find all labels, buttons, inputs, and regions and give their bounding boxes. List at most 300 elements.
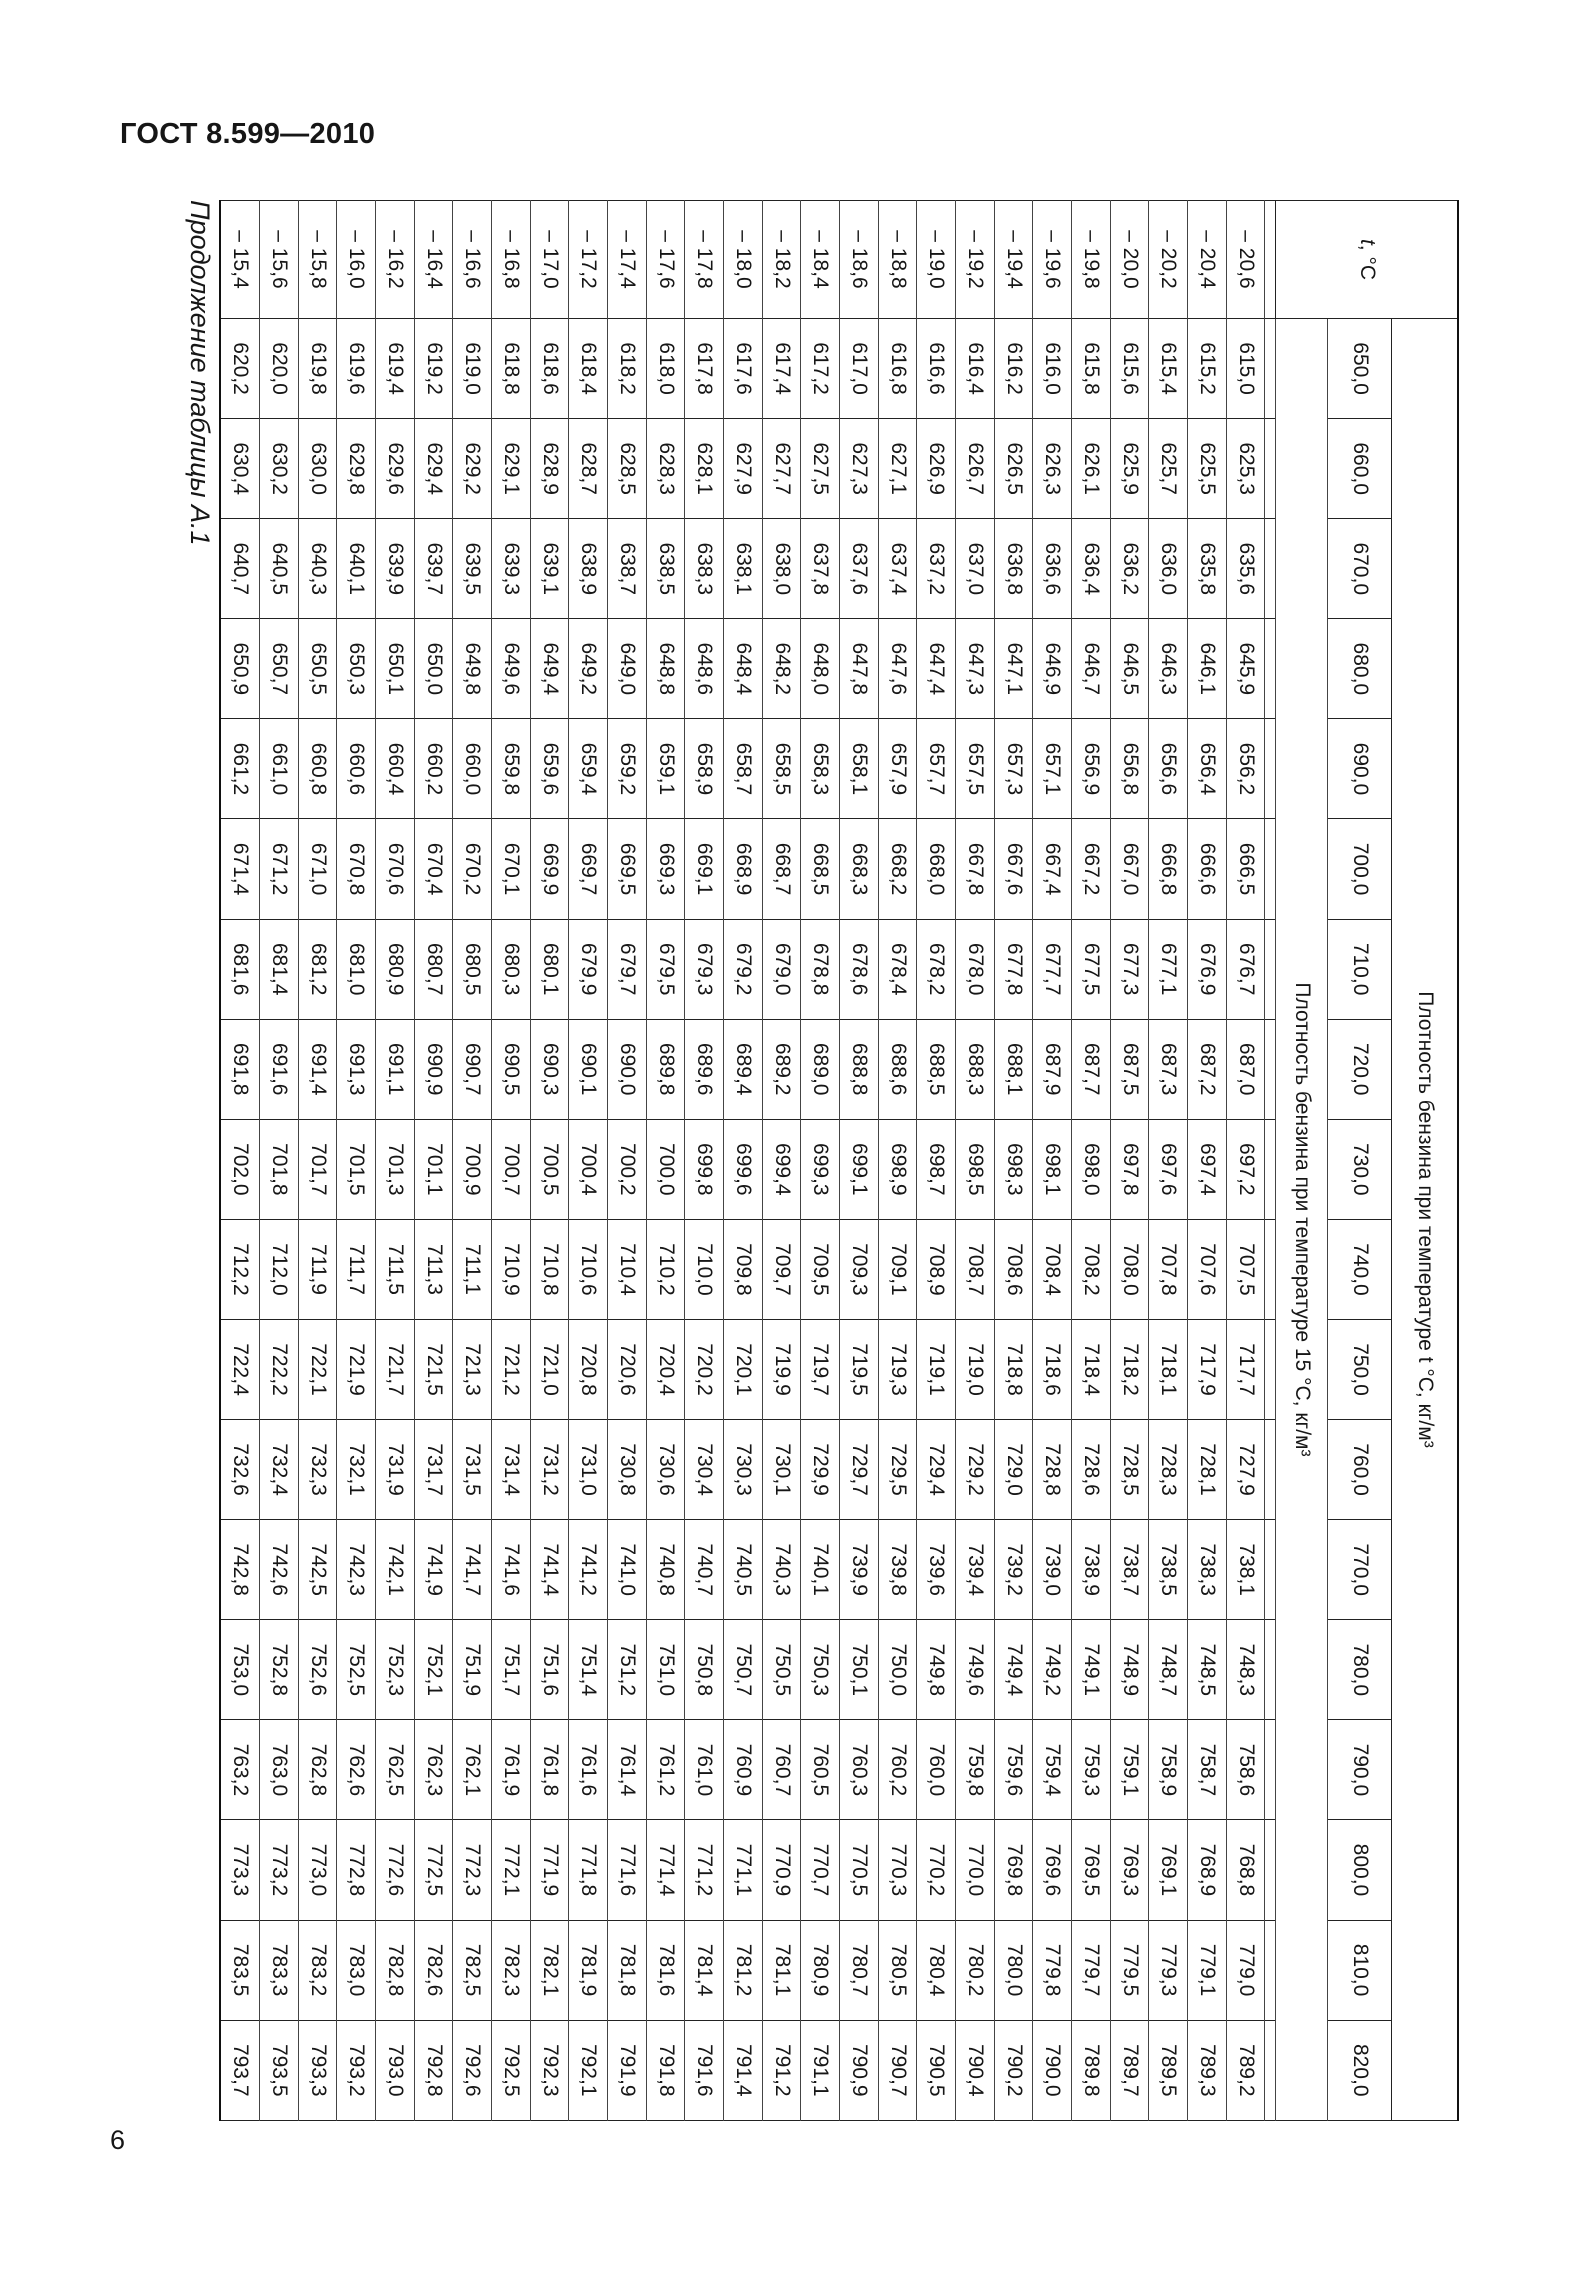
density-cell: 758,7 — [1188, 1720, 1227, 1820]
density-cell: 708,6 — [994, 1219, 1033, 1319]
density-cell: 625,9 — [1110, 419, 1149, 519]
table-row — [376, 201, 415, 2121]
density-cell: 750,7 — [724, 1620, 763, 1720]
t-column-header: t, °C — [1276, 201, 1458, 319]
density-cell: 773,0 — [298, 1820, 337, 1920]
density-cell: 658,5 — [762, 719, 801, 819]
density-cell: 618,8 — [492, 319, 531, 419]
column-header: 810,0 — [1328, 1920, 1392, 2020]
density-cell: 668,5 — [801, 819, 840, 919]
density-cell: 722,2 — [260, 1319, 299, 1419]
density-cell: 710,2 — [646, 1219, 685, 1319]
density-cell: 770,3 — [878, 1820, 917, 1920]
density-cell: 762,5 — [376, 1720, 415, 1820]
density-cell: 721,9 — [337, 1319, 376, 1419]
density-cell: 769,8 — [994, 1820, 1033, 1920]
density-cell: 688,1 — [994, 1019, 1033, 1119]
density-cell: 749,8 — [917, 1620, 956, 1720]
density-cell: 791,9 — [608, 2020, 647, 2120]
density-cell: 660,8 — [298, 719, 337, 819]
density-cell: 719,0 — [956, 1319, 995, 1419]
density-cell: 649,4 — [530, 619, 569, 719]
density-cell: 772,3 — [453, 1820, 492, 1920]
density-cell: 619,4 — [376, 319, 415, 419]
density-cell: 668,0 — [917, 819, 956, 919]
density-cell: 779,5 — [1110, 1920, 1149, 2020]
density-cell: 617,6 — [724, 319, 763, 419]
density-cell: 771,6 — [608, 1820, 647, 1920]
density-cell: 657,5 — [956, 719, 995, 819]
density-cell: 763,0 — [260, 1720, 299, 1820]
density-cell: 649,8 — [453, 619, 492, 719]
column-header: 760,0 — [1328, 1420, 1392, 1520]
density-cell: 699,4 — [762, 1119, 801, 1219]
table-row — [801, 201, 840, 2121]
density-cell: 638,1 — [724, 519, 763, 619]
density-cell: 718,2 — [1110, 1319, 1149, 1419]
density-cell: 616,0 — [1033, 319, 1072, 419]
density-cell: 739,4 — [956, 1520, 995, 1620]
density-cell: 770,9 — [762, 1820, 801, 1920]
density-cell: 679,7 — [608, 919, 647, 1019]
density-cell: 793,0 — [376, 2020, 415, 2120]
density-cell: 648,4 — [724, 619, 763, 719]
density-cell: 670,1 — [492, 819, 531, 919]
table-row — [878, 201, 917, 2121]
density-cell: 618,0 — [646, 319, 685, 419]
density-cell: 657,9 — [878, 719, 917, 819]
density-cell: 783,2 — [298, 1920, 337, 2020]
column-header: 710,0 — [1328, 919, 1392, 1019]
density-cell: 779,7 — [1072, 1920, 1111, 2020]
density-cell: 781,1 — [762, 1920, 801, 2020]
density-cell: 762,1 — [453, 1720, 492, 1820]
temperature-cell: – 18,6 — [840, 201, 879, 319]
density-cell: 740,8 — [646, 1520, 685, 1620]
group-header-sub: Плотность бензина при температуре 15 °С, кг/м³ — [1276, 319, 1328, 2121]
density-cell: 697,2 — [1226, 1119, 1265, 1219]
density-cell: 618,4 — [569, 319, 608, 419]
density-cell: 780,2 — [956, 1920, 995, 2020]
density-cell: 719,1 — [917, 1319, 956, 1419]
density-cell: 628,9 — [530, 419, 569, 519]
temperature-cell: – 16,6 — [453, 201, 492, 319]
density-cell: 648,6 — [685, 619, 724, 719]
density-cell: 780,4 — [917, 1920, 956, 2020]
density-cell: 768,9 — [1188, 1820, 1227, 1920]
density-cell: 636,4 — [1072, 519, 1111, 619]
density-cell: 701,3 — [376, 1119, 415, 1219]
density-cell: 773,3 — [220, 1820, 260, 1920]
density-cell: 698,0 — [1072, 1119, 1111, 1219]
density-cell: 701,8 — [260, 1119, 299, 1219]
density-cell: 678,6 — [840, 919, 879, 1019]
column-header: 740,0 — [1328, 1219, 1392, 1319]
density-cell: 660,6 — [337, 719, 376, 819]
density-cell: 661,2 — [220, 719, 260, 819]
density-cell: 700,4 — [569, 1119, 608, 1219]
table-row — [1226, 201, 1265, 2121]
density-cell: 709,5 — [801, 1219, 840, 1319]
density-cell: 717,9 — [1188, 1319, 1227, 1419]
density-cell: 629,2 — [453, 419, 492, 519]
density-cell: 771,2 — [685, 1820, 724, 1920]
density-cell: 708,2 — [1072, 1219, 1111, 1319]
density-cell: 681,0 — [337, 919, 376, 1019]
density-cell: 712,2 — [220, 1219, 260, 1319]
table-row — [646, 201, 685, 2121]
density-cell: 670,6 — [376, 819, 415, 919]
density-cell: 619,6 — [337, 319, 376, 419]
density-cell: 689,4 — [724, 1019, 763, 1119]
density-cell: 739,9 — [840, 1520, 879, 1620]
density-cell: 640,7 — [220, 519, 260, 619]
density-cell: 782,6 — [414, 1920, 453, 2020]
density-cell: 779,0 — [1226, 1920, 1265, 2020]
density-cell: 749,4 — [994, 1620, 1033, 1720]
density-cell: 772,5 — [414, 1820, 453, 1920]
density-cell: 707,6 — [1188, 1219, 1227, 1319]
density-cell: 697,4 — [1188, 1119, 1227, 1219]
density-cell: 648,8 — [646, 619, 685, 719]
density-cell: 645,9 — [1226, 619, 1265, 719]
density-cell: 647,6 — [878, 619, 917, 719]
density-cell: 630,0 — [298, 419, 337, 519]
density-cell: 668,7 — [762, 819, 801, 919]
density-cell: 656,9 — [1072, 719, 1111, 819]
table-row — [608, 201, 647, 2121]
temperature-cell: – 19,0 — [917, 201, 956, 319]
density-cell: 649,6 — [492, 619, 531, 719]
column-header: 660,0 — [1328, 419, 1392, 519]
temperature-cell: – 17,0 — [530, 201, 569, 319]
density-cell: 640,5 — [260, 519, 299, 619]
density-cell: 792,1 — [569, 2020, 608, 2120]
density-cell: 669,9 — [530, 819, 569, 919]
density-cell: 749,2 — [1033, 1620, 1072, 1720]
density-cell: 751,7 — [492, 1620, 531, 1720]
density-cell: 791,1 — [801, 2020, 840, 2120]
density-cell: 773,2 — [260, 1820, 299, 1920]
density-cell: 792,3 — [530, 2020, 569, 2120]
density-cell: 770,5 — [840, 1820, 879, 1920]
density-cell: 618,6 — [530, 319, 569, 419]
density-cell: 699,3 — [801, 1119, 840, 1219]
density-cell: 701,1 — [414, 1119, 453, 1219]
density-cell: 659,1 — [646, 719, 685, 819]
rotated-table-block — [168, 200, 1459, 2120]
temperature-cell: – 16,2 — [376, 201, 415, 319]
column-header: 820,0 — [1328, 2020, 1392, 2120]
density-cell: 689,2 — [762, 1019, 801, 1119]
table-row — [917, 201, 956, 2121]
density-cell: 691,4 — [298, 1019, 337, 1119]
density-cell: 667,4 — [1033, 819, 1072, 919]
temperature-cell: – 18,8 — [878, 201, 917, 319]
density-cell: 761,8 — [530, 1720, 569, 1820]
density-cell: 646,9 — [1033, 619, 1072, 719]
density-cell: 698,9 — [878, 1119, 917, 1219]
density-cell: 748,3 — [1226, 1620, 1265, 1720]
density-cell: 677,5 — [1072, 919, 1111, 1019]
table-row — [414, 201, 453, 2121]
temperature-cell: – 20,0 — [1110, 201, 1149, 319]
density-cell: 793,2 — [337, 2020, 376, 2120]
density-cell: 761,0 — [685, 1720, 724, 1820]
column-header: 800,0 — [1328, 1820, 1392, 1920]
density-cell: 790,0 — [1033, 2020, 1072, 2120]
density-cell: 781,9 — [569, 1920, 608, 2020]
density-cell: 783,0 — [337, 1920, 376, 2020]
density-cell: 790,5 — [917, 2020, 956, 2120]
density-cell: 669,1 — [685, 819, 724, 919]
density-cell: 618,2 — [608, 319, 647, 419]
density-cell: 691,8 — [220, 1019, 260, 1119]
column-header: 680,0 — [1328, 619, 1392, 719]
density-cell: 741,4 — [530, 1520, 569, 1620]
density-cell: 646,7 — [1072, 619, 1111, 719]
density-cell: 721,5 — [414, 1319, 453, 1419]
temperature-cell: – 20,2 — [1149, 201, 1188, 319]
density-cell: 660,2 — [414, 719, 453, 819]
density-cell: 638,3 — [685, 519, 724, 619]
density-cell: 793,7 — [220, 2020, 260, 2120]
density-cell: 789,2 — [1226, 2020, 1265, 2120]
density-cell: 639,5 — [453, 519, 492, 619]
density-cell: 667,8 — [956, 819, 995, 919]
density-cell: 687,2 — [1188, 1019, 1227, 1119]
density-cell: 619,2 — [414, 319, 453, 419]
density-cell: 678,8 — [801, 919, 840, 1019]
density-cell: 719,9 — [762, 1319, 801, 1419]
density-cell: 750,5 — [762, 1620, 801, 1720]
density-cell: 668,3 — [840, 819, 879, 919]
density-cell: 617,0 — [840, 319, 879, 419]
density-cell: 712,0 — [260, 1219, 299, 1319]
density-cell: 701,5 — [337, 1119, 376, 1219]
density-cell: 671,4 — [220, 819, 260, 919]
density-cell: 742,3 — [337, 1520, 376, 1620]
density-cell: 749,6 — [956, 1620, 995, 1720]
density-cell: 680,1 — [530, 919, 569, 1019]
density-cell: 760,2 — [878, 1720, 917, 1820]
density-cell: 615,0 — [1226, 319, 1265, 419]
density-cell: 628,1 — [685, 419, 724, 519]
density-cell: 699,6 — [724, 1119, 763, 1219]
density-cell: 627,9 — [724, 419, 763, 519]
density-cell: 691,3 — [337, 1019, 376, 1119]
density-cell: 636,8 — [994, 519, 1033, 619]
column-header: 790,0 — [1328, 1720, 1392, 1820]
density-cell: 741,7 — [453, 1520, 492, 1620]
density-cell: 730,8 — [608, 1420, 647, 1520]
density-cell: 710,8 — [530, 1219, 569, 1319]
temperature-cell: – 19,8 — [1072, 201, 1111, 319]
density-cell: 697,6 — [1149, 1119, 1188, 1219]
density-cell: 637,8 — [801, 519, 840, 619]
density-cell: 627,5 — [801, 419, 840, 519]
density-cell: 679,9 — [569, 919, 608, 1019]
density-cell: 630,2 — [260, 419, 299, 519]
density-cell: 670,4 — [414, 819, 453, 919]
table-row — [1033, 201, 1072, 2121]
density-cell: 781,8 — [608, 1920, 647, 2020]
density-cell: 628,5 — [608, 419, 647, 519]
density-cell: 750,3 — [801, 1620, 840, 1720]
column-header: 780,0 — [1328, 1620, 1392, 1720]
density-cell: 711,3 — [414, 1219, 453, 1319]
density-cell: 752,1 — [414, 1620, 453, 1720]
density-cell: 616,8 — [878, 319, 917, 419]
density-cell: 666,6 — [1188, 819, 1227, 919]
density-cell: 761,6 — [569, 1720, 608, 1820]
density-cell: 711,5 — [376, 1219, 415, 1319]
density-cell: 698,7 — [917, 1119, 956, 1219]
density-cell: 690,0 — [608, 1019, 647, 1119]
density-cell: 760,5 — [801, 1720, 840, 1820]
density-cell: 763,2 — [220, 1720, 260, 1820]
density-cell: 790,9 — [840, 2020, 879, 2120]
density-cell: 759,4 — [1033, 1720, 1072, 1820]
density-cell: 730,1 — [762, 1420, 801, 1520]
temperature-cell: – 19,4 — [994, 201, 1033, 319]
density-cell: 709,8 — [724, 1219, 763, 1319]
spacer-row — [1265, 201, 1276, 2121]
density-cell: 729,0 — [994, 1420, 1033, 1520]
temperature-cell: – 15,4 — [220, 201, 260, 319]
density-cell: 789,8 — [1072, 2020, 1111, 2120]
table-row — [492, 201, 531, 2121]
density-cell: 729,4 — [917, 1420, 956, 1520]
density-cell: 629,8 — [337, 419, 376, 519]
density-cell: 667,6 — [994, 819, 1033, 919]
density-cell: 680,7 — [414, 919, 453, 1019]
column-header: 670,0 — [1328, 519, 1392, 619]
density-cell: 677,8 — [994, 919, 1033, 1019]
density-cell: 741,0 — [608, 1520, 647, 1620]
density-cell: 738,1 — [1226, 1520, 1265, 1620]
density-cell: 626,5 — [994, 419, 1033, 519]
density-cell: 762,8 — [298, 1720, 337, 1820]
density-cell: 619,0 — [453, 319, 492, 419]
column-header: 700,0 — [1328, 819, 1392, 919]
table-row — [530, 201, 569, 2121]
density-cell: 649,2 — [569, 619, 608, 719]
density-cell: 722,1 — [298, 1319, 337, 1419]
density-table — [219, 200, 1459, 2121]
density-cell: 625,7 — [1149, 419, 1188, 519]
density-cell: 636,6 — [1033, 519, 1072, 619]
temperature-cell: – 18,4 — [801, 201, 840, 319]
density-cell: 679,2 — [724, 919, 763, 1019]
density-cell: 709,1 — [878, 1219, 917, 1319]
density-cell: 647,1 — [994, 619, 1033, 719]
density-cell: 650,3 — [337, 619, 376, 719]
density-cell: 638,0 — [762, 519, 801, 619]
density-cell: 728,1 — [1188, 1420, 1227, 1520]
density-cell: 780,7 — [840, 1920, 879, 2020]
density-cell: 709,3 — [840, 1219, 879, 1319]
density-cell: 762,3 — [414, 1720, 453, 1820]
temperature-cell: – 17,6 — [646, 201, 685, 319]
density-cell: 717,7 — [1226, 1319, 1265, 1419]
temperature-cell: – 15,8 — [298, 201, 337, 319]
density-cell: 687,7 — [1072, 1019, 1111, 1119]
density-cell: 718,1 — [1149, 1319, 1188, 1419]
density-cell: 770,0 — [956, 1820, 995, 1920]
density-cell: 722,4 — [220, 1319, 260, 1419]
density-cell: 718,6 — [1033, 1319, 1072, 1419]
density-cell: 720,8 — [569, 1319, 608, 1419]
density-cell: 751,6 — [530, 1620, 569, 1720]
density-cell: 698,1 — [1033, 1119, 1072, 1219]
density-cell: 690,5 — [492, 1019, 531, 1119]
density-cell: 658,1 — [840, 719, 879, 819]
density-cell: 721,7 — [376, 1319, 415, 1419]
density-cell: 711,7 — [337, 1219, 376, 1319]
density-cell: 638,5 — [646, 519, 685, 619]
density-cell: 791,8 — [646, 2020, 685, 2120]
density-cell: 710,0 — [685, 1219, 724, 1319]
density-cell: 678,4 — [878, 919, 917, 1019]
density-cell: 771,8 — [569, 1820, 608, 1920]
density-cell: 650,1 — [376, 619, 415, 719]
density-cell: 648,2 — [762, 619, 801, 719]
density-cell: 627,3 — [840, 419, 879, 519]
density-cell: 636,0 — [1149, 519, 1188, 619]
density-cell: 679,3 — [685, 919, 724, 1019]
density-cell: 690,9 — [414, 1019, 453, 1119]
density-cell: 780,0 — [994, 1920, 1033, 2020]
density-cell: 748,9 — [1110, 1620, 1149, 1720]
density-cell: 681,2 — [298, 919, 337, 1019]
density-cell: 793,5 — [260, 2020, 299, 2120]
density-cell: 638,7 — [608, 519, 647, 619]
density-cell: 793,3 — [298, 2020, 337, 2120]
column-header: 650,0 — [1328, 319, 1392, 419]
density-cell: 657,7 — [917, 719, 956, 819]
density-cell: 640,3 — [298, 519, 337, 619]
density-cell: 729,9 — [801, 1420, 840, 1520]
density-cell: 687,0 — [1226, 1019, 1265, 1119]
table-row — [453, 201, 492, 2121]
density-cell: 687,9 — [1033, 1019, 1072, 1119]
density-cell: 720,6 — [608, 1319, 647, 1419]
density-cell: 691,6 — [260, 1019, 299, 1119]
density-cell: 780,5 — [878, 1920, 917, 2020]
density-cell: 720,4 — [646, 1319, 685, 1419]
density-cell: 617,4 — [762, 319, 801, 419]
density-cell: 780,9 — [801, 1920, 840, 2020]
density-cell: 730,3 — [724, 1420, 763, 1520]
density-cell: 719,5 — [840, 1319, 879, 1419]
density-cell: 700,0 — [646, 1119, 685, 1219]
density-cell: 783,3 — [260, 1920, 299, 2020]
density-cell: 619,8 — [298, 319, 337, 419]
density-cell: 718,8 — [994, 1319, 1033, 1419]
density-cell: 739,2 — [994, 1520, 1033, 1620]
density-cell: 739,6 — [917, 1520, 956, 1620]
temperature-cell: – 20,4 — [1188, 201, 1227, 319]
density-cell: 738,5 — [1149, 1520, 1188, 1620]
density-cell: 639,1 — [530, 519, 569, 619]
density-cell: 769,1 — [1149, 1820, 1188, 1920]
density-cell: 789,5 — [1149, 2020, 1188, 2120]
table-row — [685, 201, 724, 2121]
density-cell: 697,8 — [1110, 1119, 1149, 1219]
density-cell: 771,1 — [724, 1820, 763, 1920]
density-cell: 637,6 — [840, 519, 879, 619]
